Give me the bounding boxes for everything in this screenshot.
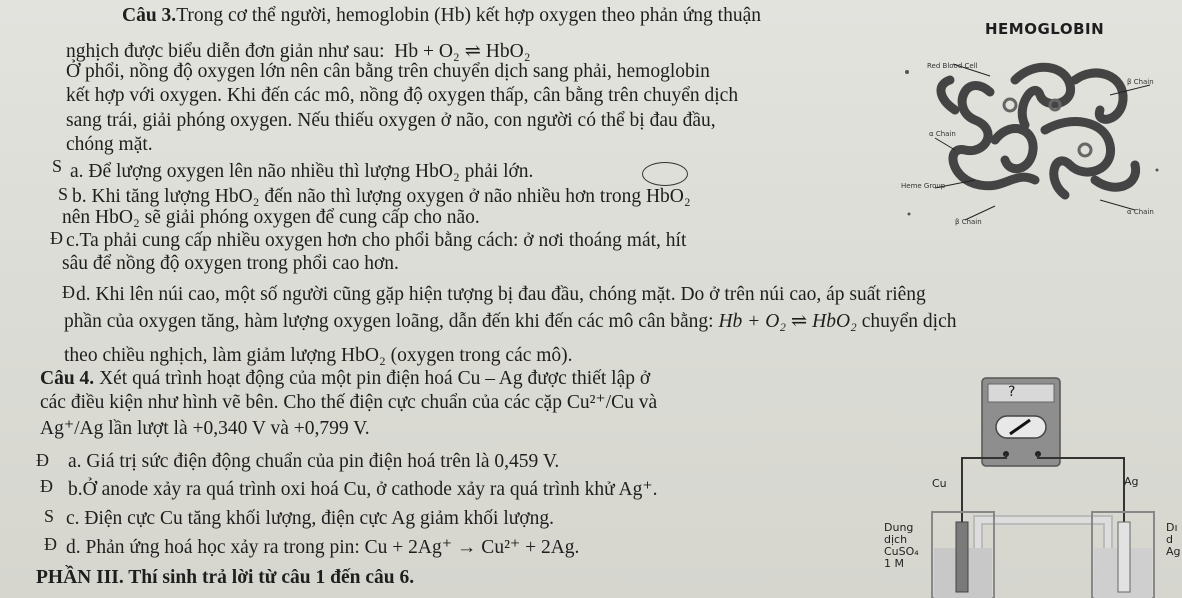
q4-statement-a: a. Giá trị sức điện động chuẩn của pin điện hoá trên là 0,459 V.: [68, 451, 560, 472]
q3-statement-b-2: nên HbO₂ sẽ giải phóng oxygen để cung cấp cho não.: [62, 207, 480, 228]
answer-mark-q4a: Đ: [36, 450, 49, 470]
answer-mark-q4d: Đ: [44, 534, 57, 554]
q3-statement-a: a. Để lượng oxygen lên não nhiều thì lượng HbO₂ phải lớn.: [70, 161, 534, 182]
answer-mark-a: S: [52, 156, 63, 176]
ag-electrode-label: Ag: [1124, 475, 1139, 488]
hemoglobin-illustration: [895, 10, 1175, 230]
q4-intro-2: các điều kiện như hình vẽ bên. Cho thế điện cực chuẩn của các cặp Cu²⁺/Cu và: [40, 392, 658, 413]
answer-mark-q4b: Đ: [40, 476, 53, 496]
q4-statement-c: c. Điện cực Cu tăng khối lượng, điện cực Ag giảm khối lượng.: [66, 508, 555, 529]
hemoglobin-label-alpha-2: α Chain: [1127, 208, 1154, 216]
q3-equation: Hb + O₂ ⇌ HbO₂: [394, 41, 531, 62]
hemoglobin-label-beta-2: β Chain: [955, 218, 982, 226]
q4-statement-b: b.Ở anode xảy ra quá trình oxi hoá Cu, ở cathode xảy ra quá trình khử Ag⁺.: [68, 479, 658, 500]
answer-mark-d: Đ: [62, 282, 75, 302]
right-solution-label: [1166, 522, 1181, 558]
q4-statement-d: d. Phản ứng hoá học xảy ra trong pin: Cu + 2Ag⁺ → Cu²⁺ + 2Ag.: [66, 537, 580, 558]
q3-heading: Câu 3.: [122, 5, 177, 26]
q3-intro-2: nghịch được biểu diễn đơn giản như sau:: [66, 41, 385, 62]
cu-electrode-label: Cu: [932, 477, 947, 490]
q3-statement-d-2b: chuyển dịch: [861, 311, 957, 332]
q3-statement-d-2: [64, 310, 956, 334]
q4-intro-3: Ag⁺/Ag lần lượt là +0,340 V và +0,799 V.: [40, 418, 370, 439]
voltmeter-symbol: ?: [1008, 384, 1016, 400]
part3-heading: PHẦN III. Thí sinh trả lời từ câu 1 đến câu 6.: [36, 567, 415, 588]
right-solution-line-1: Dı: [1166, 521, 1178, 534]
left-solution-line-1: Dung: [884, 521, 914, 534]
answer-mark-c: Đ: [50, 228, 63, 248]
left-solution-line-3: CuSO₄: [884, 545, 919, 558]
hemoglobin-label-heme: Heme Group: [901, 182, 946, 190]
q4-line-1: [40, 367, 650, 391]
left-solution-line-4: 1 M: [884, 557, 904, 570]
q3-statement-b-1: b. Khi tăng lượng HbO₂ đến não thì lượng oxygen ở não nhiều hơn trong HbO₂: [72, 186, 691, 207]
q3-statement-d-2a: phần của oxygen tăng, hàm lượng oxygen loãng, dẫn đến khi đến các mô cân bằng:: [64, 311, 714, 332]
hemoglobin-label-alpha-1: α Chain: [929, 130, 956, 138]
q3-para-2: kết hợp với oxygen. Khi đến các mô, nồng độ oxygen thấp, cân bằng trên chuyển dịch: [66, 85, 739, 106]
q4-heading: Câu 4.: [40, 368, 95, 389]
hemoglobin-label-rbc: Red Blood Cell: [927, 62, 978, 70]
circle-mark: [642, 162, 688, 186]
q3-para-1: Ở phổi, nồng độ oxygen lớn nên cân bằng trên chuyển dịch sang phải, hemoglobin: [66, 61, 710, 82]
hemoglobin-label-beta-1: β Chain: [1127, 78, 1154, 86]
hemoglobin-title: HEMOGLOBIN: [985, 20, 1105, 38]
left-solution-label: [884, 522, 919, 570]
q3-statement-c-1: c.Ta phải cung cấp nhiều oxygen hơn cho phổi bằng cách: ở nơi thoáng mát, hít: [66, 230, 687, 251]
q4-intro-1: Xét quá trình hoạt động của một pin điện hoá Cu – Ag được thiết lập ở: [99, 368, 651, 389]
answer-mark-q4c: S: [44, 506, 55, 526]
answer-mark-b: S: [58, 184, 69, 204]
q3-statement-d-3: theo chiều nghịch, làm giảm lượng HbO₂ (oxygen trong các mô).: [64, 345, 573, 366]
q3-intro-1: Trong cơ thể người, hemoglobin (Hb) kết hợp oxygen theo phản ứng thuận: [176, 5, 762, 26]
q3-para-4: chóng mặt.: [66, 134, 153, 155]
right-solution-line-2: d: [1166, 533, 1173, 546]
electrochemical-cell-figure: [870, 372, 1182, 598]
q3-statement-d-eq: Hb + O₂ ⇌ HbO₂: [718, 311, 857, 332]
hemoglobin-figure: [895, 10, 1175, 230]
q3-statement-c-2: sâu để nồng độ oxygen trong phổi cao hơn.: [62, 253, 399, 274]
right-solution-line-3: Ag: [1166, 545, 1181, 558]
q3-line-1: [122, 4, 761, 28]
q3-statement-d-1: d. Khi lên núi cao, một số người cũng gặp hiện tượng bị đau đầu, chóng mặt. Do ở trên núi cao, áp suất riêng: [76, 284, 926, 305]
q3-para-3: sang trái, giải phóng oxygen. Nếu thiếu oxygen ở não, con người có thể bị đau đầu,: [66, 110, 716, 131]
left-solution-line-2: dịch: [884, 533, 908, 546]
